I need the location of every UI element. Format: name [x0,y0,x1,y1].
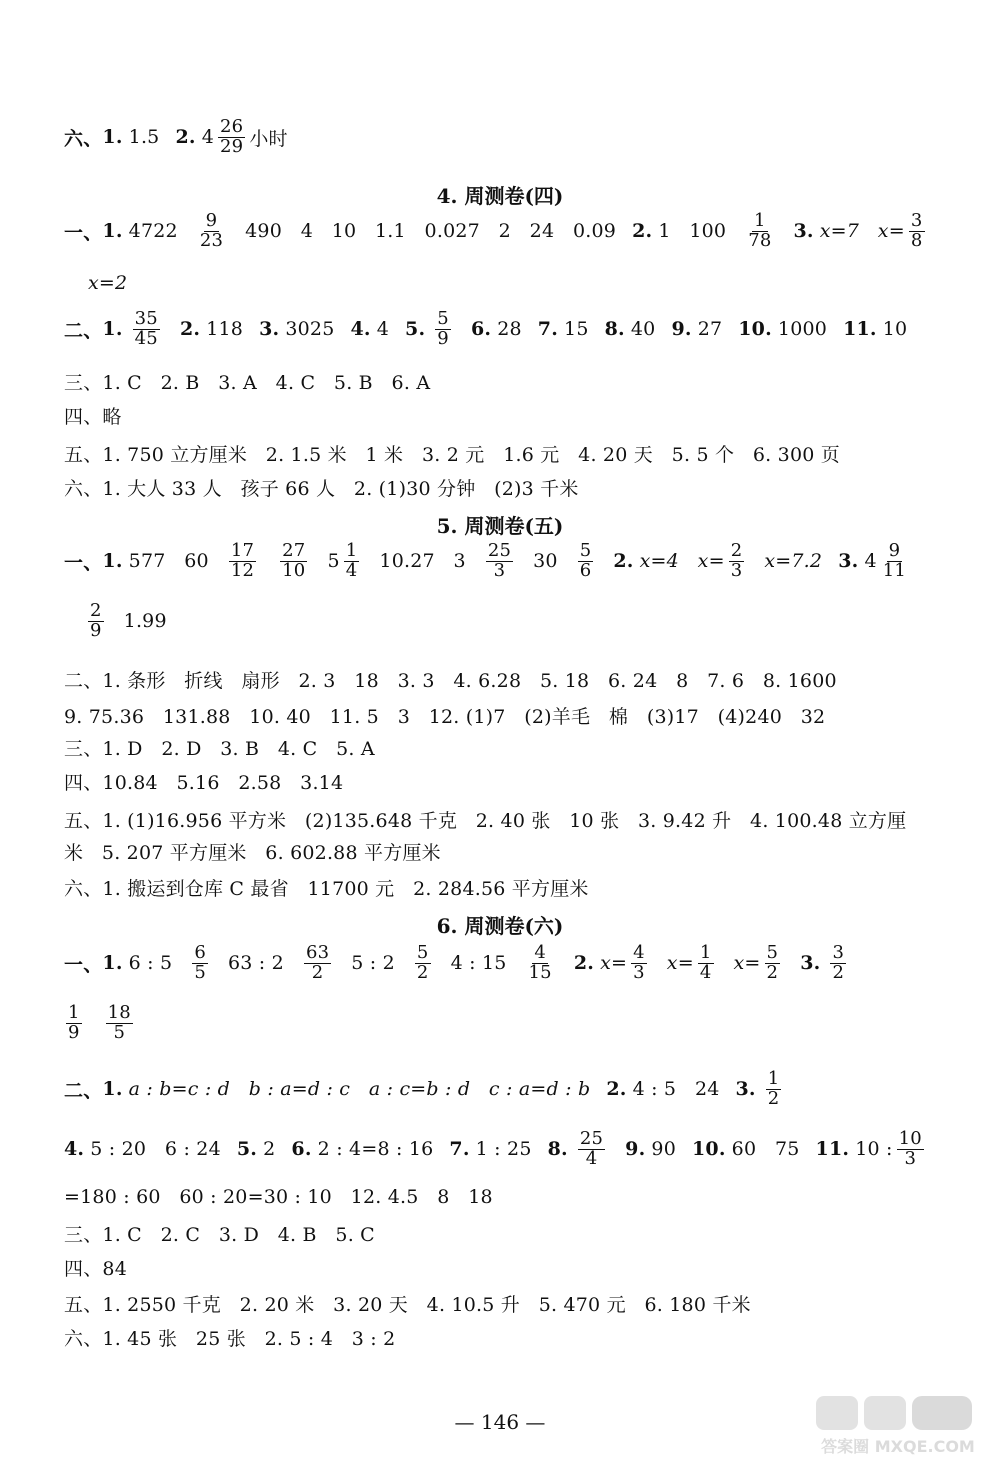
answer-text: 4 [376,318,390,341]
item-number: 8. [604,318,625,341]
item-number: 1. [102,318,123,341]
answer-line: 六、1. 搬运到仓库 C 最省 11700 元 2. 284.56 平方厘米 [64,878,589,900]
answer-text: 27 [697,318,723,341]
answer-text: x= [600,952,628,975]
answer-line [64,310,940,349]
item-number: 2. [606,1078,627,1101]
answer-text: x= [666,952,694,975]
answer-line: 五、1. 2550 千克 2. 20 米 3. 20 天 4. 10.5 升 5. 470 元 6. 180 千米 [64,1294,751,1316]
answer-line [64,118,940,157]
answer-line: 六、1. 大人 33 人 孩子 66 人 2. (1)30 分钟 (2)3 千米 [64,478,579,500]
section-label: 二、 [64,1079,103,1102]
answer-text: x=4 x= [639,550,725,573]
answer-text: 4 : 5 24 [632,1078,720,1101]
answer-text: 10 : [855,1138,893,1161]
answer-line: 米 5. 207 平方厘米 6. 602.88 平方厘米 [64,842,441,864]
answer-line: =180 : 60 60 : 20=30 : 10 12. 4.5 8 18 [64,1186,493,1208]
fraction: $\frac{1}{4}$ [345,540,358,581]
answer-text: 4722 [128,220,178,243]
fraction: $\frac{18}{5}$ [107,1002,131,1043]
answer-text: 4 [201,126,215,149]
fraction: $\frac{1}{78}$ [748,210,772,251]
answer-text: 10.27 3 [379,550,466,573]
page-number: — 146 — [454,1410,546,1434]
item-number: 9. [671,318,692,341]
fraction: $\frac{3}{8}$ [910,210,923,251]
answer-line [64,1070,940,1109]
fraction: $\frac{3}{2}$ [832,942,845,983]
answer-text: 3025 [285,318,335,341]
fraction: $\frac{63}{2}$ [305,942,330,983]
fraction: $\frac{9}{11}$ [882,540,907,581]
unit-text: 小时 [249,127,288,150]
answer-text: 4 : 15 [450,952,507,975]
section-heading: 5. 周测卷(五) [436,514,564,538]
fraction: $\frac{2}{3}$ [730,540,743,581]
answer-line [64,212,940,251]
section-label: 一、 [64,953,103,976]
answer-line: 四、略 [64,406,122,428]
fraction: $\frac{5}{2}$ [416,942,429,983]
answer-line [64,944,940,983]
answer-line [64,1130,940,1169]
fraction: $\frac{5}{6}$ [579,540,592,581]
item-number: 3. [735,1078,756,1101]
answer-text: 63 : 2 [227,952,284,975]
item-number: 2. [573,952,595,975]
answer-line [84,602,940,641]
answer-text: 4 [864,550,877,573]
answer-text: 10 [882,318,908,341]
item-number: 3. [259,318,280,341]
item-number: 1. [102,952,123,975]
answer-line: 四、10.84 5.16 2.58 3.14 [64,772,344,794]
item-number: 5. [405,318,426,341]
section-label: 二、 [64,319,103,342]
item-number: 2. [632,220,653,243]
watermark-icon [812,1392,982,1458]
answer-text: 1000 [777,318,828,341]
item-number: 6. [470,318,492,341]
fraction: $\frac{6}{5}$ [194,942,206,983]
item-number: 11. [843,318,877,341]
item-number: 2. [179,318,201,341]
answer-text: 15 [564,318,589,341]
answer-text: 30 [533,550,558,573]
answer-text: 1 100 [658,220,727,243]
fraction: $\frac{4}{3}$ [633,942,645,983]
item-number: 4. [350,318,371,341]
answer-line: 五、1. (1)16.956 平方米 (2)135.648 千克 2. 40 张 10 张 3. 9.42 升 4. 100.48 立方厘 [64,810,907,832]
answer-text: 90 [651,1138,676,1161]
answer-text: 5 [327,550,340,573]
item-number: 1. [102,1078,123,1101]
fraction: $\frac{25}{3}$ [487,540,512,581]
item-number: 1. [102,126,123,149]
fraction: $\frac{5}{2}$ [766,942,779,983]
answer-line [64,542,940,581]
answer-line: 四、84 [64,1258,127,1280]
fraction: $\frac{1}{2}$ [767,1068,780,1109]
answer-line: 三、1. C 2. C 3. D 4. B 5. C [64,1224,375,1246]
section-label: 六、 [64,127,103,150]
item-number: 2. [175,126,196,149]
fraction: $\frac{25}{4}$ [579,1128,604,1169]
section-heading: 6. 周测卷(六) [436,914,564,938]
answer-line: 六、1. 45 张 25 张 2. 5 : 4 3 : 2 [64,1328,396,1350]
answer-text: 1.5 [128,126,160,149]
item-number: 2. [613,550,634,573]
answer-text: 1 : 25 [475,1138,532,1161]
answer-text: 40 [630,318,656,341]
answer-text: x=7.2 [764,550,823,573]
item-number: 7. [537,318,559,341]
section-label: 一、 [64,221,103,244]
item-number: 8. [547,1138,568,1161]
answer-text: 1.99 [123,610,167,633]
fraction: $\frac{10}{3}$ [898,1128,922,1169]
answer-text: 2 : 4=8 : 16 [317,1138,434,1161]
fraction: $\frac{17}{12}$ [230,540,255,581]
answer-text: 6 : 5 [128,952,173,975]
answer-line [62,1004,940,1043]
fraction: $\frac{2}{9}$ [90,600,102,641]
answer-line: 9. 75.36 131.88 10. 40 11. 5 3 12. (1)7 (2)羊毛 棉 (3)17 (4)240 32 [64,706,826,728]
item-number: 3. [838,550,859,573]
section-label: 一、 [64,551,103,574]
answer-line: 三、1. C 2. B 3. A 4. C 5. B 6. A [64,372,431,394]
item-number: 3. [800,952,821,975]
item-number: 10. [738,318,772,341]
answer-text: x= [733,952,761,975]
answer-line: 五、1. 750 立方厘米 2. 1.5 米 1 米 3. 2 元 1.6 元 4. 20 天 5. 5 个 6. 300 页 [64,444,840,466]
fraction: $\frac{4}{15}$ [528,942,552,983]
fraction: $\frac{27}{10}$ [282,540,306,581]
answer-text: 60 75 [731,1138,800,1161]
answer-text: 5 : 20 6 : 24 [90,1138,221,1161]
answer-line: 三、1. D 2. D 3. B 4. C 5. A [64,738,375,760]
answer-text: x=2 [88,272,128,294]
watermark-text: 答案圈 MXQE.COM [821,1437,975,1456]
fraction: $\frac{9}{23}$ [199,210,224,251]
item-number: 1. [102,220,123,243]
answer-text: 28 [497,318,522,341]
fraction: $\frac{26}{29}$ [220,116,244,157]
section-heading: 4. 周测卷(四) [436,184,564,208]
watermark-logo [812,1392,982,1458]
fraction: $\frac{1}{4}$ [699,942,712,983]
answer-text: 490 4 10 1.1 0.027 2 24 0.09 [245,220,617,243]
fraction: $\frac{35}{45}$ [134,308,158,349]
answer-text: 577 60 [128,550,209,573]
fraction: $\frac{5}{9}$ [437,308,449,349]
answer-text: x=7 x= [819,220,905,243]
item-number: 5. [236,1138,258,1161]
item-number: 4. [64,1138,85,1161]
answer-text: a : b=c : d b : a=d : c a : c=b : d c : a=d : b [128,1078,591,1101]
fraction: $\frac{1}{9}$ [68,1002,80,1043]
item-number: 7. [449,1138,470,1161]
item-number: 3. [793,220,814,243]
item-number: 6. [291,1138,312,1161]
item-number: 1. [102,550,123,573]
answer-line: 二、1. 条形 折线 扇形 2. 3 18 3. 3 4. 6.28 5. 18 6. 24 8 7. 6 8. 1600 [64,670,837,692]
item-number: 11. [815,1138,850,1161]
answer-text: 2 [263,1138,276,1161]
item-number: 10. [692,1138,726,1161]
item-number: 9. [625,1138,646,1161]
answer-text: 5 : 2 [351,952,395,975]
answer-line [88,272,940,294]
answer-text: 118 [206,318,244,341]
